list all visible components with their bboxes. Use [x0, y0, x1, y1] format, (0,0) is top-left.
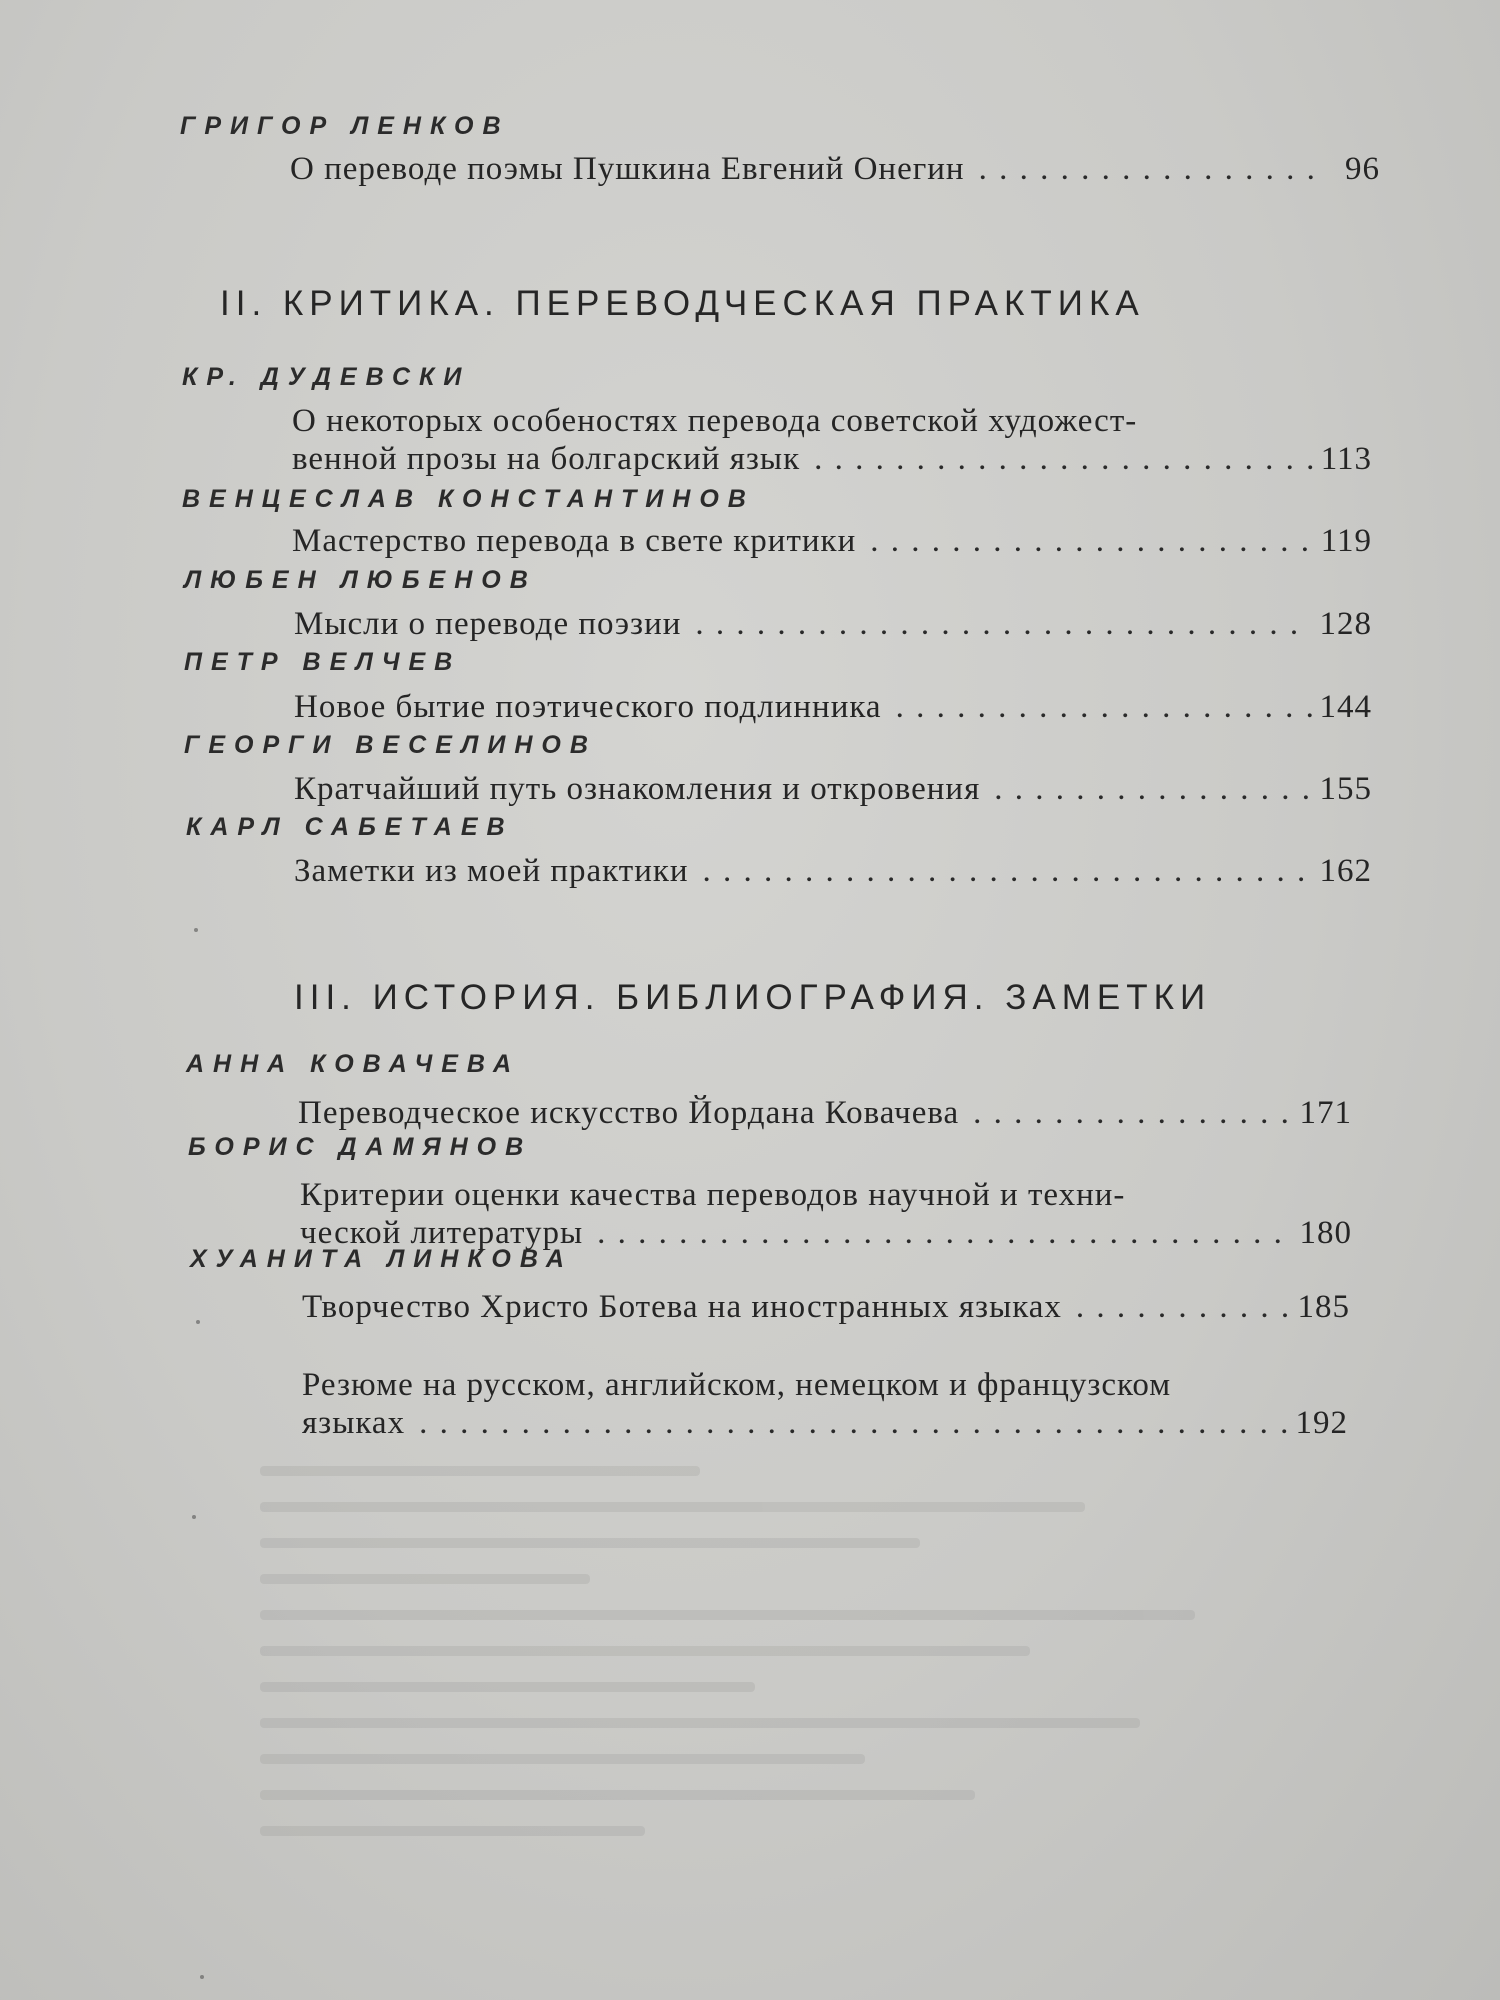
page-number: 180: [1299, 1215, 1352, 1251]
entry-title: О переводе поэмы Пушкина Евгений Онегин: [290, 151, 965, 187]
toc-entry[interactable]: [290, 150, 1380, 188]
entry-title: Новое бытие поэтического подлинника: [294, 689, 882, 725]
page-number: 171: [1299, 1095, 1352, 1131]
entry-title: Творчество Христо Ботева на иностранных языках: [302, 1289, 1062, 1325]
entry-title-line: О некоторых особеностях перевода советской художест-: [292, 403, 1138, 439]
entry-author: ГЕОРГИ ВЕСЕЛИНОВ: [184, 731, 597, 759]
entry-author: КР. ДУДЕВСКИ: [182, 363, 471, 391]
toc-entry[interactable]: [302, 1288, 1350, 1326]
page-number: 113: [1320, 441, 1372, 477]
dot-leader: [419, 1404, 1287, 1442]
dot-leader: [973, 1094, 1291, 1132]
dot-leader: [814, 440, 1313, 478]
section-heading: II. КРИТИКА. ПЕРЕВОДЧЕСКАЯ ПРАКТИКА: [220, 284, 1145, 323]
toc-entry[interactable]: [292, 402, 1372, 478]
page-number: 144: [1319, 689, 1372, 725]
section-heading: III. ИСТОРИЯ. БИБЛИОГРАФИЯ. ЗАМЕТКИ: [294, 978, 1212, 1017]
entry-title-line: языках: [302, 1405, 406, 1441]
bleed-through-text: [260, 1440, 1360, 1960]
entry-title: Мастерство перевода в свете критики: [292, 523, 857, 559]
dot-leader: [870, 522, 1312, 560]
dot-leader: [896, 688, 1312, 726]
entry-title-line: Критерии оценки качества переводов научной и техни-: [300, 1177, 1126, 1213]
page-number: 185: [1297, 1289, 1350, 1325]
toc-entry[interactable]: [294, 770, 1372, 808]
dot-leader: [695, 605, 1311, 643]
entry-title: Мысли о переводе поэзии: [294, 606, 682, 642]
entry-title-line: венной прозы на болгарский язык: [292, 441, 801, 477]
entry-author: АННА КОВАЧЕВА: [186, 1050, 521, 1078]
page-number: 119: [1320, 523, 1372, 559]
dot-leader: [979, 150, 1324, 188]
entry-author: ЛЮБЕН ЛЮБЕНОВ: [184, 566, 537, 594]
entry-author: ГРИГОР ЛЕНКОВ: [180, 112, 510, 140]
entry-author: ПЕТР ВЕЛЧЕВ: [184, 648, 462, 676]
paper-speck: [200, 1975, 204, 1979]
page-number: 162: [1319, 853, 1372, 889]
paper-speck: [196, 1320, 200, 1324]
page-number: 155: [1319, 771, 1372, 807]
toc-entry[interactable]: [294, 688, 1372, 726]
dot-leader: [994, 770, 1311, 808]
entry-title-line: ческой литературы: [300, 1215, 584, 1251]
dot-leader: [597, 1214, 1291, 1252]
paper-speck: [192, 1515, 196, 1519]
paper-speck: [194, 928, 198, 932]
toc-entry-resume[interactable]: [302, 1366, 1348, 1442]
toc-entry[interactable]: [294, 852, 1372, 890]
page-number: 192: [1295, 1405, 1348, 1441]
toc-entry[interactable]: [298, 1094, 1352, 1132]
entry-title: Заметки из моей практики: [294, 853, 689, 889]
toc-entry[interactable]: [292, 522, 1372, 560]
toc-entry[interactable]: [300, 1176, 1352, 1252]
dot-leader: [703, 852, 1312, 890]
entry-author: КАРЛ САБЕТАЕВ: [186, 813, 514, 841]
page-number: 128: [1319, 606, 1372, 642]
entry-title: Переводческое искусство Йордана Ковачева: [298, 1095, 960, 1131]
toc-entry[interactable]: [294, 605, 1372, 643]
entry-title: Кратчайший путь ознакомления и откровения: [294, 771, 981, 807]
entry-author: ВЕНЦЕСЛАВ КОНСТАНТИНОВ: [182, 485, 755, 513]
page-number: 96: [1345, 151, 1380, 187]
entry-title-line: Резюме на русском, английском, немецком и французском: [302, 1367, 1172, 1403]
entry-author: БОРИС ДАМЯНОВ: [188, 1133, 533, 1161]
entry-author: ХУАНИТА ЛИНКОВА: [190, 1245, 573, 1273]
dot-leader: [1076, 1288, 1290, 1326]
